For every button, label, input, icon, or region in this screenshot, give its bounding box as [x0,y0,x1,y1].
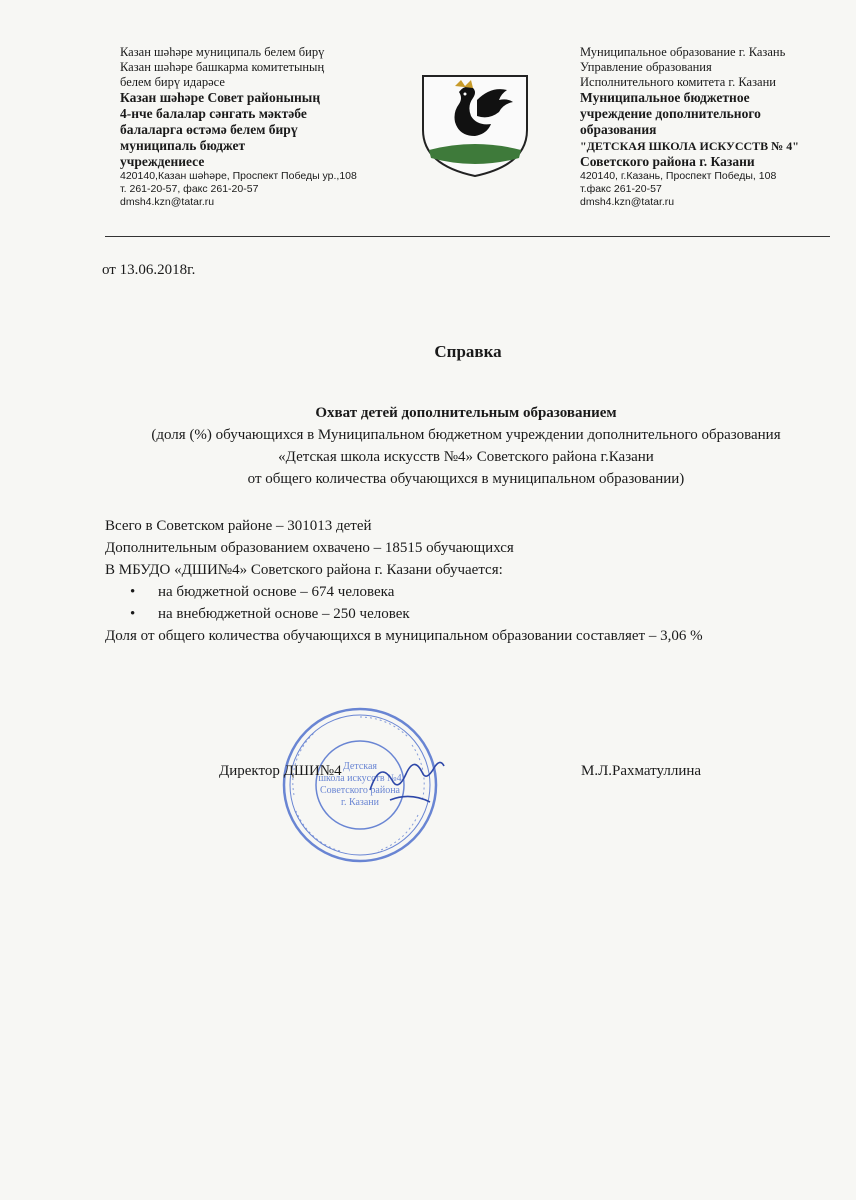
subject-line2: «Детская школа искусств №4» Советского района г.Казани [278,449,654,465]
left-address: 420140,Казан шәһәре, Проспект Победы ур.,108 [120,170,357,182]
left-org-line1: Казан шәһәре муниципаль белем бирү [120,45,325,59]
left-school-line4: муниципаль бюджет [120,138,246,153]
stamp-line1: Детская [342,761,378,772]
list-item-nonbudget: • на внебюджетной основе – 250 человек [130,603,825,625]
left-school-line3: балаларга өстәмә белем бирү [120,122,298,137]
enrollment-list [105,581,825,625]
right-org-line3: Исполнительного комитета г. Казани [580,75,776,89]
total-children: Всего в Советском районе – 301013 детей [105,518,372,534]
left-email: dmsh4.kzn@tatar.ru [120,196,215,208]
body-block [105,515,825,647]
header-right [580,45,840,209]
right-school-line3: образования [580,122,657,137]
stamp-line3: Советского района [320,785,400,796]
signatory-name: М.Л.Рахматуллина [581,763,702,779]
list-item-budget: • на бюджетной основе – 674 человека [130,581,825,603]
share-statement: Доля от общего количества обучающихся в муниципальном образовании составляет – 3,06 % [105,628,703,644]
left-school-line2: 4-нче балалар сәнгать мәктәбе [120,106,307,121]
subject-line1: (доля (%) обучающихся в Муниципальном бюджетном учреждении дополнительного образования [151,427,781,443]
left-org-line2: Казан шәһәре башкарма комитетының [120,60,325,74]
covered-students: Дополнительным образованием охвачено – 18515 обучающихся [105,540,514,556]
right-email: dmsh4.kzn@tatar.ru [580,196,675,208]
document-title: Справка [434,342,502,361]
right-school-line1: Муниципальное бюджетное [580,90,750,105]
subject-line3: от общего количества обучающихся в муниципальном образовании) [247,471,685,487]
right-org-line2: Управление образования [580,60,712,74]
header-left [120,45,400,209]
signatory-role: Директор ДШИ№4 [219,763,342,779]
right-school-line2: учреждение дополнительного [580,106,761,121]
stamp-line4: г. Казани [340,797,380,808]
handwritten-signature-icon [360,730,450,820]
right-phone: т.факс 261-20-57 [580,183,662,195]
right-school-line5: Советского района г. Казани [580,154,755,169]
right-org-line1: Муниципальное образование г. Казань [580,45,786,59]
stamp-line2: школа искусств №4 [318,773,402,784]
right-address: 420140, г.Казань, Проспект Победы, 108 [580,170,777,182]
left-school-line1: Казан шәһәре Совет районының [120,90,321,105]
left-school-line5: учреждениесе [120,154,205,169]
left-org-line3: белем бирү идарәсе [120,75,225,89]
school-intro: В МБУДО «ДШИ№4» Советского района г. Казани обучается: [105,562,503,578]
document-date: от 13.06.2018г. [102,262,196,278]
left-phone: т. 261-20-57, факс 261-20-57 [120,183,259,195]
header-divider [105,236,830,237]
right-school-line4: "ДЕТСКАЯ ШКОЛА ИСКУССТВ № 4" [580,139,799,153]
kazan-emblem-icon [415,70,535,180]
subject-heading: Охват детей дополнительным образованием [315,405,617,421]
subject-block [96,402,836,490]
